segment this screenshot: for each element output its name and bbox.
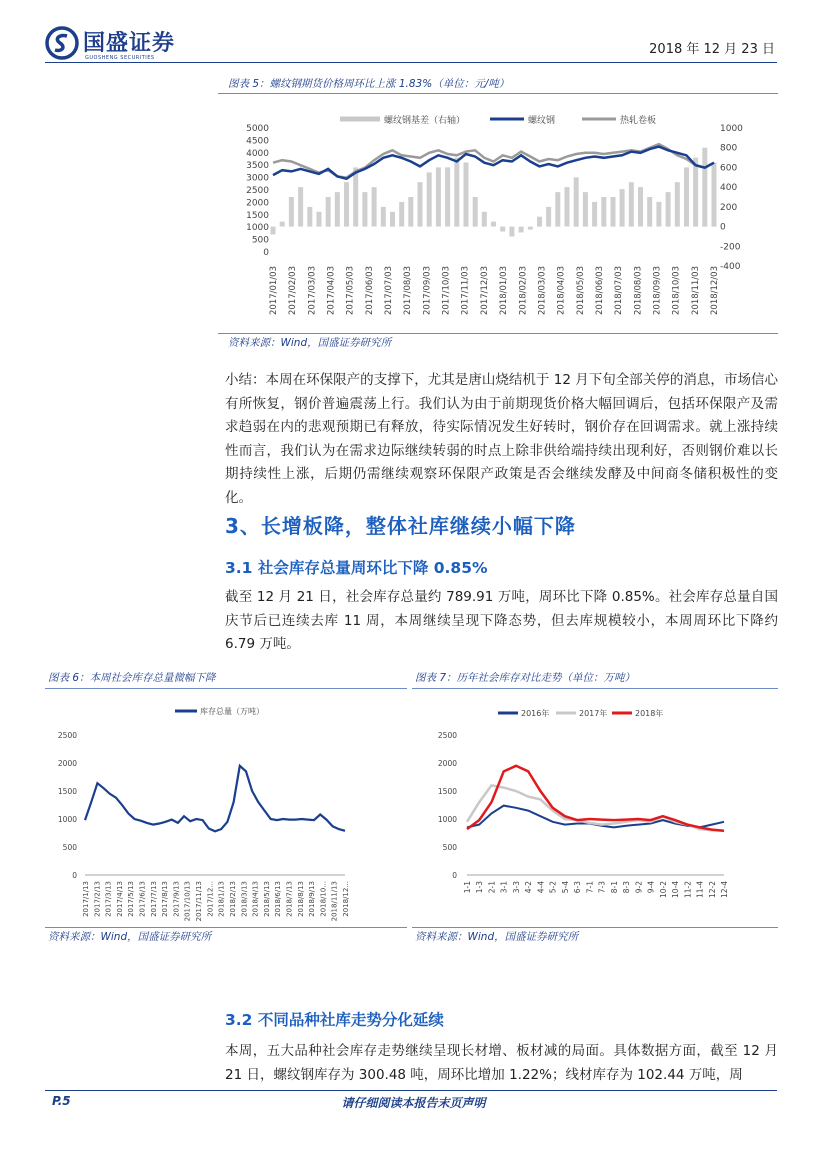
report-date: 2018 年 12 月 23 日	[649, 42, 775, 57]
fig7-top-rule	[412, 688, 778, 689]
fig5-basis-bar	[280, 222, 285, 227]
fig5-legend	[340, 114, 656, 126]
fig5-x-tick: 2018/03/03	[537, 266, 548, 315]
fig7-bottom-rule	[412, 927, 778, 928]
fig7-legend-2016: 2016年	[521, 709, 550, 718]
fig5-basis-bar	[565, 187, 570, 226]
fig6-y-tick: 2500	[57, 731, 77, 740]
fig5-x-tick: 2018/08/03	[633, 266, 644, 315]
fig5-x-tick: 2018/11/03	[690, 266, 701, 315]
logo-mark-icon	[45, 26, 79, 60]
fig6-y-tick: 0	[72, 871, 77, 880]
fig5-basis-bar	[528, 227, 533, 230]
fig5-basis-bar	[298, 187, 303, 226]
fig5-basis-bar	[271, 227, 276, 235]
fig5-basis-bar	[454, 158, 459, 227]
fig5-left-tick: 2500	[246, 186, 269, 196]
fig7-y-tick: 0	[452, 871, 457, 880]
fig7-x-tick: 1-3	[475, 881, 485, 894]
fig5-basis-bar	[353, 167, 358, 226]
fig7-series-2018	[467, 766, 724, 831]
fig5-x-tick: 2018/04/03	[556, 266, 567, 315]
fig5-basis-bar	[436, 167, 441, 226]
fig6-x-tick: 2018/10...	[319, 881, 328, 917]
fig5-basis-bar	[381, 207, 386, 227]
fig5-right-tick: -200	[720, 242, 741, 253]
fig5-basis-bar	[693, 158, 698, 227]
fig5-basis-bar	[344, 182, 349, 226]
fig7-x-tick: 8-1	[609, 881, 619, 894]
fig5-x-tick: 2017/10/03	[441, 266, 452, 315]
fig5-basis-bar	[482, 212, 487, 227]
logo-subtext: GUOSHENG SECURITIES	[85, 55, 155, 61]
fig5-left-tick: 1500	[246, 210, 269, 221]
section-3-1-body: 截至 12 月 21 日，社会库存总量约 789.91 万吨，周环比下降 0.85%。社会库存总量自国庆节后已连续去库 11 周，本周继续呈现下降态势，但去库规模较小，本周周环比下降约 6.79 万吨。	[225, 589, 778, 652]
fig5-x-tick: 2017/02/03	[288, 266, 299, 315]
fig5-left-tick: 3500	[246, 161, 269, 172]
fig6-x-tick: 2017/6/13	[138, 881, 147, 917]
fig5-basis-bar	[473, 197, 478, 227]
fig5-right-tick: 200	[720, 202, 738, 213]
fig7-source: 资料来源：Wind，国盛证券研究所	[415, 931, 579, 943]
fig5-basis-bar	[537, 217, 542, 227]
fig5-x-tick: 2018/10/03	[671, 266, 682, 315]
fig7-x-tick: 9-2	[634, 881, 644, 894]
fig7-x-tick: 5-2	[548, 881, 558, 894]
summary-paragraph: 小结：本周在环保限产的支撑下，尤其是唐山烧结机于 12 月下旬全部关停的消息，市场信心有所恢复，钢价普遍震荡上行。我们认为由于前期现货价格大幅回调后，包括环保限产及需求趋弱在内的悲观预期已有释放，待实际情况发生好转时，钢价存在回调需求。就上涨持续性而言，我们认为在需求边际继续转弱的时点上除非供给端持续出现利好，否则钢价难以长期持续性上涨，后期仍需继续观察环保限产政策是否会继续发酵及中间商冬储积极性的变化。	[225, 372, 778, 506]
fig5-x-tick: 2017/12/03	[479, 266, 490, 315]
fig5-left-tick: 4500	[246, 136, 269, 147]
fig5-basis-bar	[399, 202, 404, 227]
fig5-left-tick: 500	[251, 235, 269, 246]
fig6-x-tick: 2018/9/13	[308, 881, 317, 917]
fig5-basis-bar	[418, 182, 423, 226]
fig5-basis-bar	[335, 192, 340, 227]
fig6-x-tick: 2017/3/13	[104, 881, 113, 917]
fig5-basis-bar	[592, 202, 597, 227]
fig5-legend-basis: 螺纹钢基差（右轴）	[384, 116, 466, 126]
fig5-left-tick: 4000	[246, 148, 269, 159]
fig5-basis-bar	[684, 167, 689, 226]
fig7-x-tick: 12-4	[720, 881, 729, 899]
section-3-2-body: 本周，五大品种社会库存走势继续呈现长材增、板材减的局面。具体数据方面，截至 12 月 21 日，螺纹钢库存为 300.48 吨，周环比增加 1.22%；线材库存为 102.44 万吨，周	[225, 1043, 778, 1083]
fig5-basis-bar	[675, 182, 680, 226]
fig6-top-rule	[45, 688, 407, 689]
fig6-x-tick: 2017/4/13	[115, 881, 124, 917]
fig5-basis-bar	[372, 187, 377, 226]
fig5-basis-bar	[362, 192, 367, 227]
fig6-bottom-rule	[45, 927, 407, 928]
fig5-x-tick: 2018/07/03	[614, 266, 625, 315]
fig5-x-tick: 2017/09/03	[422, 266, 433, 315]
fig6-y-tick: 1000	[57, 815, 77, 824]
fig7-x-tick: 7-3	[597, 881, 607, 894]
fig5-x-tick: 2017/11/03	[460, 266, 471, 315]
fig5-x-tick: 2018/02/03	[518, 266, 529, 315]
fig7-x-tick: 2-1	[487, 881, 497, 894]
fig7-x-tick: 4-2	[524, 881, 534, 894]
fig6-x-tick: 2018/6/13	[274, 881, 283, 917]
fig7-x-tick: 1-1	[463, 881, 472, 894]
fig7-x-tick: 9-4	[646, 881, 656, 894]
fig5-basis-bar	[390, 212, 395, 227]
fig6-x-tick: 2018/5/13	[262, 881, 271, 917]
fig7-x-tick: 7-1	[585, 881, 595, 894]
fig7-legend-2018: 2018年	[635, 709, 664, 718]
fig5-bottom-rule	[218, 333, 778, 334]
fig5-top-rule	[218, 93, 778, 94]
fig5-right-tick: 400	[720, 183, 738, 194]
fig7-x-tick: 4-4	[536, 881, 546, 894]
fig6-x-tick: 2017/12...	[206, 881, 215, 917]
fig6-series-total	[85, 766, 345, 832]
fig5-left-tick: 0	[263, 248, 269, 258]
fig5-left-tick: 5000	[246, 124, 269, 134]
fig5-basis-bar	[408, 197, 413, 227]
fig5-basis-bar	[427, 172, 432, 226]
fig5-x-tick: 2017/05/03	[345, 266, 356, 315]
fig7-y-tick: 2500	[437, 731, 457, 740]
fig5-legend-hrc: 热轧卷板	[620, 116, 657, 126]
fig5-basis-bar	[289, 197, 294, 227]
fig5-x-tick: 2018/05/03	[575, 266, 586, 315]
fig5-basis-bar	[656, 202, 661, 227]
fig5-basis-bar	[611, 197, 616, 227]
fig5-basis-bar	[702, 148, 707, 227]
fig6-x-tick: 2017/7/13	[149, 881, 158, 917]
fig5-basis-bar	[317, 212, 322, 227]
fig5-basis-bar	[519, 227, 524, 233]
fig7-x-tick: 11-4	[695, 881, 705, 899]
fig6-x-tick: 2017/9/13	[172, 881, 181, 917]
logo-text: 国盛证券	[83, 30, 176, 56]
fig5-x-tick: 2017/03/03	[307, 266, 318, 315]
fig5-right-tick: 1000	[720, 124, 743, 134]
fig7-x-tick: 3-3	[512, 881, 521, 894]
fig7-legend	[498, 708, 663, 718]
fig7-y-tick: 2000	[437, 759, 457, 768]
fig5-basis-bar	[629, 182, 634, 226]
fig5-x-tick: 2017/06/03	[364, 266, 375, 315]
fig6-x-tick: 2017/5/13	[127, 881, 136, 917]
fig5-basis-bar	[555, 192, 560, 227]
fig7-legend-2017: 2017年	[579, 709, 608, 718]
section-3-title: 3、长增板降，整体社库继续小幅下降	[225, 514, 576, 538]
fig5-basis-bar	[464, 163, 469, 227]
fig5-x-tick: 2017/07/03	[384, 266, 394, 315]
fig5-basis-bar	[638, 187, 643, 226]
fig7-x-tick: 11-2	[683, 881, 693, 899]
fig5-basis-bar	[546, 207, 551, 227]
fig6-x-tick: 2018/7/13	[285, 881, 294, 917]
footer-note: 请仔细阅读本报告末页声明	[341, 1096, 486, 1110]
fig6-legend	[175, 706, 264, 716]
fig5-left-tick: 1000	[246, 223, 269, 234]
fig6-x-tick: 2018/4/13	[251, 881, 260, 917]
fig5-basis-bar	[574, 177, 579, 226]
fig6-legend-total: 库存总量（万吨）	[200, 707, 264, 716]
fig5-x-tick: 2017/04/03	[326, 266, 337, 315]
fig5-x-tick: 2018/12/03	[710, 266, 720, 315]
fig5-basis-bar	[491, 222, 496, 227]
section-3-1-title: 3.1 社会库存总量周环比下降 0.85%	[225, 559, 488, 577]
fig6-x-tick: 2017/1/13	[82, 881, 90, 917]
fig6-x-tick: 2018/11/13	[330, 881, 339, 922]
fig5-x-tick: 2017/01/03	[269, 266, 279, 315]
fig7-x-tick: 6-3	[573, 881, 583, 894]
section-3-2-title: 3.2 不同品种社库走势分化延续	[225, 1011, 444, 1029]
fig5-left-tick: 3000	[246, 173, 269, 184]
fig5-right-tick: 600	[720, 163, 738, 174]
fig6-x-tick: 2017/10/13	[183, 881, 192, 922]
fig5-basis-bar	[666, 192, 671, 227]
logo	[45, 26, 175, 62]
fig7-caption: 图表 7：历年社会库存对比走势（单位：万吨）	[415, 672, 636, 684]
fig5-right-tick: -400	[720, 262, 741, 272]
fig7-y-tick: 500	[442, 843, 457, 852]
fig5-basis-bar	[307, 207, 312, 227]
fig7-y-tick: 1000	[437, 815, 457, 824]
fig7-x-tick: 3-1	[499, 881, 509, 894]
fig6-y-tick: 2000	[57, 759, 77, 768]
fig7-y-tick: 1500	[437, 787, 457, 796]
fig5-x-tick: 2018/06/03	[595, 266, 605, 315]
fig6-y-tick: 500	[62, 843, 77, 852]
fig5-source: 资料来源：Wind，国盛证券研究所	[228, 337, 392, 349]
fig5-caption: 图表 5：螺纹钢期货价格周环比上涨 1.83%（单位：元/吨）	[228, 78, 510, 90]
fig6-y-tick: 1500	[57, 787, 77, 796]
fig6-x-tick: 2017/11/13	[195, 881, 203, 922]
fig6-x-tick: 2018/1/13	[217, 881, 226, 917]
fig6-caption: 图表 6：本周社会库存总量微幅下降	[48, 672, 216, 684]
fig5-right-tick: 0	[720, 222, 726, 233]
fig7-x-tick: 10-2	[658, 881, 668, 899]
fig5-basis-bar	[509, 227, 514, 237]
fig5-basis-bar	[601, 197, 606, 227]
fig5-basis-bar	[583, 192, 588, 227]
page-number: P.5	[52, 1094, 71, 1108]
fig5-legend-rebar: 螺纹钢	[528, 116, 556, 126]
fig5-basis-bar	[620, 189, 625, 227]
fig5-x-tick: 2018/09/03	[652, 266, 663, 315]
fig7-x-tick: 10-4	[671, 881, 680, 899]
fig5-right-tick: 800	[720, 143, 738, 154]
fig6-x-tick: 2017/8/13	[161, 881, 170, 917]
footer-rule	[45, 1090, 777, 1091]
fig6-x-tick: 2018/12...	[342, 881, 350, 917]
fig5-left-tick: 2000	[246, 198, 269, 209]
fig5-basis-bar	[647, 197, 652, 227]
fig6-x-tick: 2018/8/13	[296, 881, 305, 917]
fig7-x-tick: 12-2	[707, 881, 717, 899]
fig6-chart	[45, 695, 407, 925]
fig5-basis-bar	[500, 227, 505, 232]
header-rule	[45, 62, 777, 63]
fig7-x-tick: 5-4	[560, 881, 570, 894]
fig5-basis-bar	[326, 197, 331, 227]
fig5-basis-bar	[712, 163, 717, 227]
fig5-chart	[218, 100, 778, 335]
fig6-source: 资料来源：Wind，国盛证券研究所	[48, 931, 212, 943]
fig5-x-tick: 2017/08/03	[403, 266, 414, 315]
fig6-x-tick: 2018/3/13	[240, 881, 249, 917]
fig6-x-tick: 2017/2/13	[93, 881, 102, 917]
fig7-chart	[412, 695, 778, 925]
fig5-x-tick: 2018/01/03	[499, 266, 510, 315]
fig5-basis-bar	[445, 167, 450, 226]
fig6-x-tick: 2018/2/13	[229, 881, 237, 917]
fig7-x-tick: 8-3	[622, 881, 632, 894]
